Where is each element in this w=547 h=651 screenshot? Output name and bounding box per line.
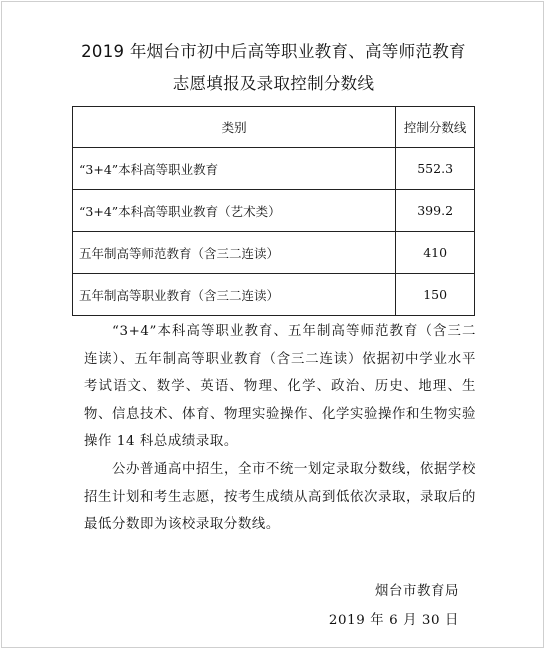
row-category: “3+4”本科高等职业教育	[73, 148, 396, 190]
row-score: 410	[396, 232, 475, 274]
paragraph-admission-basis: “3+4”本科高等职业教育、五年制高等师范教育（含三二连读）、五年制高等职业教育（含三二连读）依据初中学业水平考试语文、数学、英语、物理、化学、政治、历史、地理、生物、信息技术、体育、物理实验操作、化学实验操作和生物实验操作 14 科总成绩录取。	[84, 324, 476, 449]
row-category: “3+4”本科高等职业教育（艺术类）	[73, 190, 396, 232]
table-row	[73, 190, 475, 232]
header-category: 类别	[73, 107, 396, 148]
table-row	[73, 148, 475, 190]
document-title-line-1: 2019 年烟台市初中后高等职业教育、高等师范教育	[81, 42, 466, 61]
row-category: 五年制高等师范教育（含三二连读）	[73, 232, 396, 274]
table-header-row	[73, 107, 475, 148]
table-row	[73, 274, 475, 316]
row-score: 399.2	[396, 190, 475, 232]
row-category: 五年制高等职业教育（含三二连读）	[73, 274, 396, 316]
issue-date: 2019 年 6 月 30 日	[328, 613, 459, 628]
row-score: 552.3	[396, 148, 475, 190]
issuer-name: 烟台市教育局	[375, 584, 459, 599]
header-score: 控制分数线	[396, 107, 475, 148]
table-row	[73, 232, 475, 274]
row-score: 150	[396, 274, 475, 316]
paragraph-public-high-school: 公办普通高中招生，全市不统一划定录取分数线，依据学校招生计划和考生志愿，按考生成绩从高到低依次录取，录取后的最低分数即为该校录取分数线。	[84, 462, 476, 532]
document-title-line-2: 志愿填报及录取控制分数线	[172, 74, 375, 93]
score-table	[72, 106, 475, 316]
